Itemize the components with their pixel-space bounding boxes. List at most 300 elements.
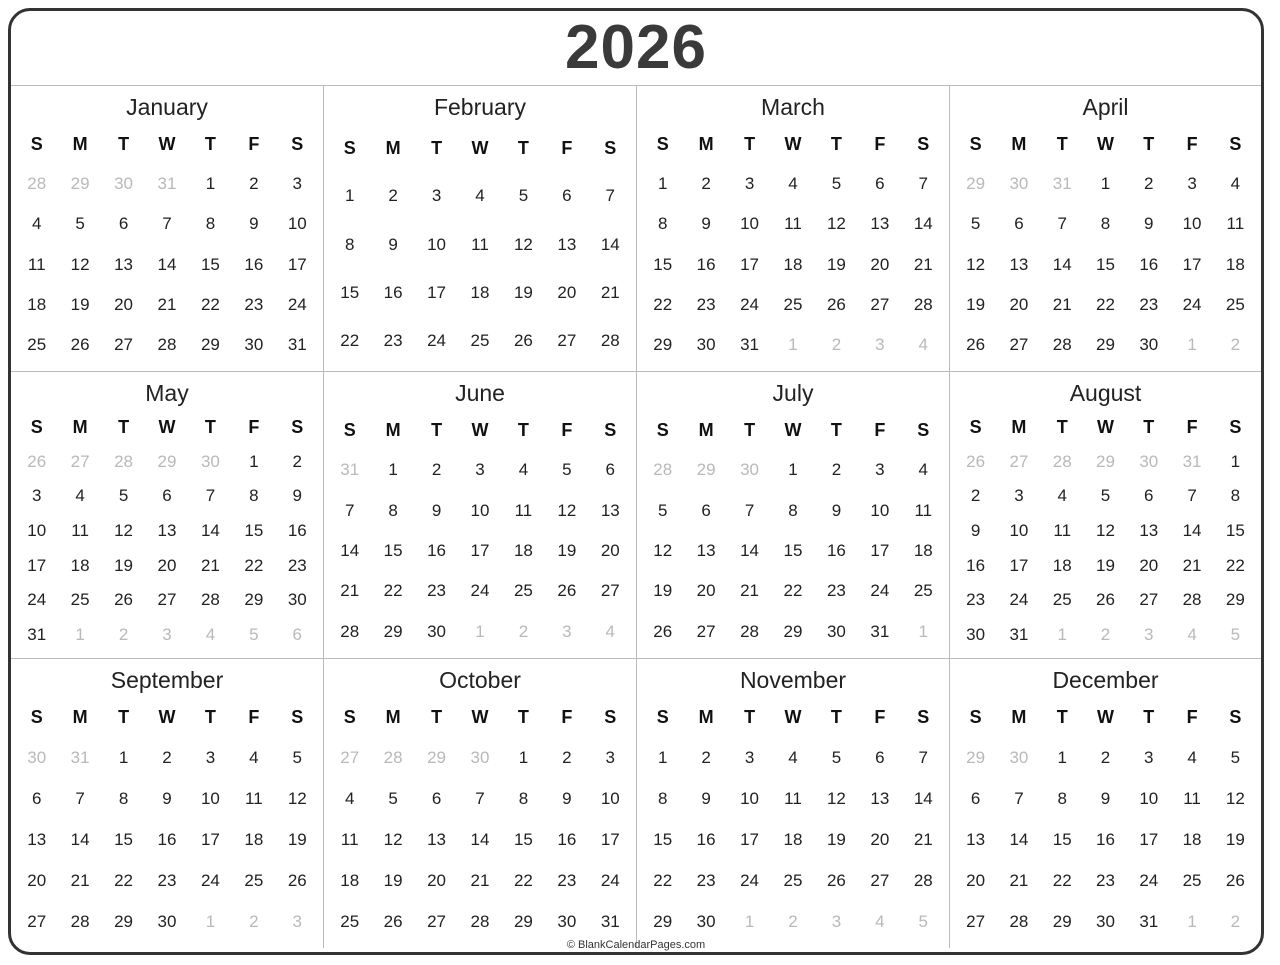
day-cell: 20 (27, 870, 47, 890)
day-cell: 6 (605, 460, 615, 480)
weekday-header: W (784, 133, 802, 154)
weekday-header: F (874, 706, 886, 727)
weekday-header: S (969, 706, 982, 727)
month-name: August (1069, 380, 1142, 406)
day-cell: 26 (70, 334, 90, 354)
day-cell: 24 (600, 870, 620, 890)
weekday-header: S (1229, 706, 1242, 727)
day-cell: 27 (27, 911, 47, 931)
day-cell: 18 (1225, 254, 1245, 274)
day-cell: 19 (1225, 829, 1245, 849)
day-cell: 7 (1057, 214, 1067, 234)
day-cell: 29 (653, 911, 673, 931)
adjacent-month-day: 29 (696, 460, 716, 480)
day-cell: 5 (657, 500, 668, 520)
day-cell: 16 (287, 521, 307, 541)
adjacent-month-day: 1 (1187, 911, 1197, 931)
day-cell: 7 (744, 500, 755, 520)
weekday-header: T (1143, 706, 1155, 727)
adjacent-month-day: 27 (1009, 451, 1029, 471)
day-cell: 13 (1009, 254, 1029, 274)
weekday-header: M (72, 133, 88, 154)
week-row (328, 220, 632, 268)
day-cell: 18 (70, 555, 90, 575)
day-cell: 17 (427, 282, 447, 302)
day-cell: 29 (1096, 334, 1115, 354)
day-cell: 3 (475, 460, 485, 480)
week-row (954, 325, 1257, 365)
weekday-header: W (1096, 706, 1114, 727)
adjacent-month-day: 29 (427, 748, 447, 768)
week-row (641, 245, 945, 285)
adjacent-month-day: 28 (1052, 451, 1072, 471)
day-cell: 31 (27, 624, 47, 644)
day-cell: 28 (340, 621, 360, 641)
adjacent-month-day: 30 (114, 174, 134, 194)
day-cell: 18 (513, 541, 533, 561)
day-cell: 15 (1096, 254, 1115, 274)
adjacent-month-day: 2 (1230, 911, 1241, 931)
day-cell: 6 (701, 500, 711, 520)
day-cell: 21 (1052, 294, 1072, 314)
day-cell: 6 (31, 789, 42, 809)
day-cell: 27 (600, 581, 620, 601)
day-cell: 8 (1100, 214, 1111, 234)
day-cell: 1 (788, 460, 798, 480)
weekday-header: T (1056, 706, 1068, 727)
day-cell: 10 (740, 789, 760, 809)
day-cell: 29 (200, 334, 220, 354)
day-cell: 8 (118, 789, 129, 809)
month-panel-october (324, 659, 637, 948)
day-cell: 13 (966, 829, 986, 849)
weekday-header: W (1096, 416, 1114, 437)
day-cell: 22 (783, 581, 803, 601)
day-cell: 24 (287, 294, 307, 314)
day-cell: 5 (292, 748, 302, 768)
day-cell: 5 (118, 486, 129, 506)
day-cell: 21 (200, 555, 220, 575)
weekday-header: T (431, 137, 443, 158)
day-cell: 1 (344, 186, 355, 206)
adjacent-month-day: 29 (70, 174, 90, 194)
day-cell: 4 (1187, 748, 1197, 768)
weekday-header: W (1096, 133, 1114, 154)
day-cell: 5 (831, 174, 842, 194)
weekday-header: W (784, 706, 802, 727)
day-cell: 26 (383, 911, 403, 931)
day-cell: 3 (1187, 174, 1197, 194)
weekday-header: T (517, 137, 529, 158)
day-cell: 16 (557, 829, 577, 849)
month-name: June (455, 380, 505, 406)
weekday-header: W (784, 419, 802, 440)
months-grid (11, 85, 1261, 947)
day-cell: 12 (826, 789, 846, 809)
day-cell: 20 (870, 829, 890, 849)
day-cell: 15 (653, 254, 673, 274)
day-cell: 28 (913, 294, 933, 314)
weekday-header: S (291, 416, 304, 437)
day-cell: 23 (287, 555, 307, 575)
month-name: October (439, 667, 521, 693)
week-row (954, 617, 1257, 652)
day-cell: 30 (966, 624, 986, 644)
day-cell: 8 (788, 500, 798, 520)
day-cell: 22 (513, 870, 533, 890)
day-cell: 11 (71, 521, 89, 541)
week-row (15, 779, 319, 820)
adjacent-month-day: 1 (1187, 334, 1197, 354)
week-row (641, 325, 945, 365)
day-cell: 30 (244, 334, 264, 354)
adjacent-month-day: 28 (114, 451, 134, 471)
weekday-header: T (830, 706, 842, 727)
week-row (328, 738, 632, 779)
footer-credit: © BlankCalendarPages.com (566, 939, 706, 951)
day-cell: 4 (1057, 486, 1067, 506)
weekday-header: F (1186, 706, 1198, 727)
weekday-header: M (385, 419, 401, 440)
week-row (15, 583, 319, 618)
day-cell: 9 (1100, 789, 1111, 809)
week-row (641, 204, 945, 244)
day-cell: 17 (1139, 829, 1159, 849)
weekday-header: T (431, 706, 443, 727)
adjacent-month-day: 29 (157, 451, 177, 471)
day-cell: 10 (600, 789, 620, 809)
week-row (641, 571, 945, 611)
week-row (15, 819, 319, 860)
weekday-header: T (1143, 416, 1155, 437)
day-cell: 11 (784, 789, 802, 809)
adjacent-month-day: 31 (157, 174, 177, 194)
adjacent-month-day: 30 (470, 748, 490, 768)
day-cell: 12 (287, 789, 307, 809)
day-cell: 9 (831, 500, 842, 520)
adjacent-month-day: 2 (118, 624, 129, 644)
week-row (15, 738, 319, 779)
week-row (641, 819, 945, 860)
weekday-header: T (118, 416, 130, 437)
adjacent-month-day: 3 (162, 624, 172, 644)
day-cell: 10 (1009, 521, 1029, 541)
day-cell: 16 (1096, 829, 1115, 849)
day-cell: 7 (162, 214, 172, 234)
day-cell: 22 (244, 555, 264, 575)
week-row (15, 617, 319, 652)
day-cell: 28 (600, 330, 620, 350)
day-cell: 16 (244, 254, 264, 274)
day-cell: 19 (653, 581, 673, 601)
adjacent-month-day: 30 (27, 748, 47, 768)
day-cell: 4 (344, 789, 355, 809)
day-cell: 18 (27, 294, 47, 314)
day-cell: 5 (518, 186, 529, 206)
day-cell: 11 (340, 829, 359, 849)
day-cell: 16 (696, 254, 716, 274)
weekday-header: S (656, 133, 669, 154)
day-cell: 1 (249, 451, 259, 471)
day-cell: 27 (1139, 590, 1159, 610)
day-cell: 16 (966, 555, 986, 575)
weekday-header: T (744, 706, 756, 727)
day-cell: 1 (1057, 748, 1067, 768)
day-cell: 27 (870, 870, 890, 890)
week-row (641, 612, 945, 652)
day-cell: 14 (200, 521, 220, 541)
day-cell: 11 (914, 500, 933, 520)
day-cell: 28 (740, 621, 760, 641)
day-cell: 13 (557, 234, 577, 254)
day-cell: 23 (427, 581, 447, 601)
week-row (328, 571, 632, 611)
day-cell: 11 (471, 234, 489, 254)
day-cell: 12 (513, 234, 533, 254)
adjacent-month-day: 27 (340, 748, 360, 768)
day-cell: 24 (740, 294, 760, 314)
month-name: September (110, 667, 224, 693)
day-cell: 27 (870, 294, 890, 314)
day-cell: 2 (431, 460, 442, 480)
day-cell: 21 (1009, 870, 1029, 890)
weekday-header: F (248, 706, 260, 727)
day-cell: 4 (249, 748, 259, 768)
week-row (641, 779, 945, 820)
week-row (954, 245, 1257, 285)
day-cell: 23 (696, 870, 716, 890)
day-cell: 7 (1014, 789, 1024, 809)
day-cell: 30 (287, 590, 307, 610)
day-cell: 7 (605, 186, 615, 206)
adjacent-month-day: 29 (1096, 451, 1115, 471)
day-cell: 13 (27, 829, 47, 849)
month-panel-june (324, 372, 637, 659)
day-cell: 19 (557, 541, 577, 561)
day-cell: 11 (1053, 521, 1072, 541)
day-cell: 1 (657, 174, 668, 194)
weekday-header: S (917, 133, 930, 154)
day-cell: 3 (1014, 486, 1024, 506)
day-cell: 23 (383, 330, 403, 350)
weekday-header: S (969, 416, 982, 437)
day-cell: 2 (701, 748, 711, 768)
day-cell: 10 (27, 521, 47, 541)
week-row (15, 514, 319, 549)
day-cell: 7 (205, 486, 216, 506)
month-panel-february (324, 86, 637, 372)
day-cell: 5 (1230, 748, 1241, 768)
day-cell: 23 (557, 870, 577, 890)
adjacent-month-day: 3 (1144, 624, 1154, 644)
day-cell: 13 (600, 500, 620, 520)
day-cell: 20 (157, 555, 177, 575)
weekday-header: S (969, 133, 982, 154)
day-cell: 26 (287, 870, 307, 890)
week-row (15, 204, 319, 244)
day-cell: 30 (557, 911, 577, 931)
day-cell: 9 (562, 789, 572, 809)
day-cell: 25 (340, 911, 360, 931)
day-cell: 10 (1182, 214, 1202, 234)
day-cell: 22 (340, 330, 360, 350)
day-cell: 3 (1144, 748, 1154, 768)
day-cell: 13 (157, 521, 177, 541)
weekday-header: T (517, 419, 529, 440)
day-cell: 21 (600, 282, 620, 302)
day-cell: 19 (287, 829, 307, 849)
day-cell: 22 (653, 294, 673, 314)
day-cell: 27 (427, 911, 447, 931)
month-panel-may (11, 372, 324, 659)
day-cell: 26 (966, 334, 986, 354)
week-row (328, 612, 632, 652)
day-cell: 24 (870, 581, 890, 601)
weekday-header: T (204, 706, 216, 727)
day-cell: 12 (826, 214, 846, 234)
adjacent-month-day: 31 (1182, 451, 1202, 471)
weekday-header: M (385, 706, 401, 727)
day-cell: 5 (1100, 486, 1111, 506)
day-cell: 17 (287, 254, 307, 274)
day-cell: 29 (244, 590, 264, 610)
day-cell: 6 (118, 214, 129, 234)
week-row (328, 317, 632, 365)
adjacent-month-day: 2 (1100, 624, 1111, 644)
weekday-header: F (1186, 416, 1198, 437)
day-cell: 24 (1009, 590, 1029, 610)
day-cell: 9 (388, 234, 398, 254)
day-cell: 20 (557, 282, 577, 302)
day-cell: 18 (470, 282, 490, 302)
week-row (954, 583, 1257, 618)
day-cell: 1 (1100, 174, 1111, 194)
weekday-header: T (517, 706, 529, 727)
week-row (328, 779, 632, 820)
adjacent-month-day: 4 (605, 621, 615, 641)
day-cell: 18 (1052, 555, 1072, 575)
day-cell: 12 (1225, 789, 1245, 809)
day-cell: 9 (162, 789, 172, 809)
weekday-header-row (328, 124, 632, 172)
day-cell: 1 (205, 174, 216, 194)
day-cell: 14 (1009, 829, 1029, 849)
week-row (15, 548, 319, 583)
week-row (328, 491, 632, 531)
weekday-header: T (204, 133, 216, 154)
day-cell: 26 (826, 870, 846, 890)
weekday-header: M (1011, 706, 1027, 727)
weekday-header: M (698, 419, 714, 440)
weekday-header: T (118, 133, 130, 154)
week-row (954, 548, 1257, 583)
day-cell: 13 (1139, 521, 1159, 541)
day-cell: 2 (1144, 174, 1154, 194)
month-panel-august (950, 372, 1261, 659)
weekday-header: S (917, 706, 930, 727)
weekday-header: T (204, 416, 216, 437)
day-cell: 30 (1139, 334, 1159, 354)
adjacent-month-day: 5 (249, 624, 259, 644)
day-cell: 23 (244, 294, 264, 314)
day-cell: 8 (1057, 789, 1067, 809)
month-name: July (772, 380, 814, 406)
weekday-header: S (30, 133, 43, 154)
month-panel-july (637, 372, 950, 659)
weekday-header: T (1143, 133, 1155, 154)
day-cell: 26 (557, 581, 577, 601)
week-row (641, 285, 945, 325)
day-cell: 4 (518, 460, 529, 480)
adjacent-month-day: 1 (475, 621, 485, 641)
weekday-header: S (1229, 133, 1242, 154)
weekday-header: M (72, 416, 88, 437)
adjacent-month-day: 30 (740, 460, 760, 480)
weekday-header-row (15, 697, 319, 738)
day-cell: 23 (1139, 294, 1159, 314)
weekday-header: M (1011, 133, 1027, 154)
day-cell: 14 (70, 829, 90, 849)
day-cell: 17 (27, 555, 47, 575)
weekday-header: M (698, 133, 714, 154)
day-cell: 11 (784, 214, 802, 234)
day-cell: 21 (157, 294, 177, 314)
day-cell: 25 (244, 870, 264, 890)
weekday-header-row (954, 697, 1257, 738)
week-row (641, 531, 945, 571)
week-row (15, 901, 319, 942)
day-cell: 30 (696, 334, 716, 354)
day-cell: 27 (696, 621, 716, 641)
day-cell: 15 (513, 829, 533, 849)
day-cell: 7 (75, 789, 85, 809)
day-cell: 21 (340, 581, 360, 601)
day-cell: 17 (1009, 555, 1029, 575)
weekday-header: S (30, 416, 43, 437)
day-cell: 15 (340, 282, 360, 302)
weekday-header: S (343, 137, 356, 158)
day-cell: 21 (913, 829, 933, 849)
weekday-header-row (954, 410, 1257, 445)
week-row (641, 450, 945, 490)
week-row (954, 445, 1257, 480)
adjacent-month-day: 28 (27, 174, 47, 194)
day-cell: 19 (966, 294, 986, 314)
day-cell: 31 (287, 334, 307, 354)
day-cell: 3 (31, 486, 42, 506)
day-cell: 4 (788, 174, 798, 194)
adjacent-month-day: 4 (205, 624, 216, 644)
adjacent-month-day: 3 (292, 911, 302, 931)
weekday-header: S (343, 419, 356, 440)
adjacent-month-day: 2 (249, 911, 259, 931)
day-cell: 3 (744, 174, 755, 194)
day-cell: 7 (918, 174, 928, 194)
week-row (954, 738, 1257, 779)
day-cell: 28 (913, 870, 933, 890)
day-cell: 3 (744, 748, 755, 768)
weekday-header-row (954, 124, 1257, 164)
day-cell: 14 (157, 254, 177, 274)
adjacent-month-day: 2 (788, 911, 798, 931)
day-cell: 9 (1144, 214, 1154, 234)
week-row (641, 860, 945, 901)
adjacent-month-day: 6 (292, 624, 302, 644)
weekday-header: S (604, 706, 617, 727)
day-cell: 6 (1014, 214, 1024, 234)
week-row (954, 285, 1257, 325)
day-cell: 4 (31, 214, 42, 234)
